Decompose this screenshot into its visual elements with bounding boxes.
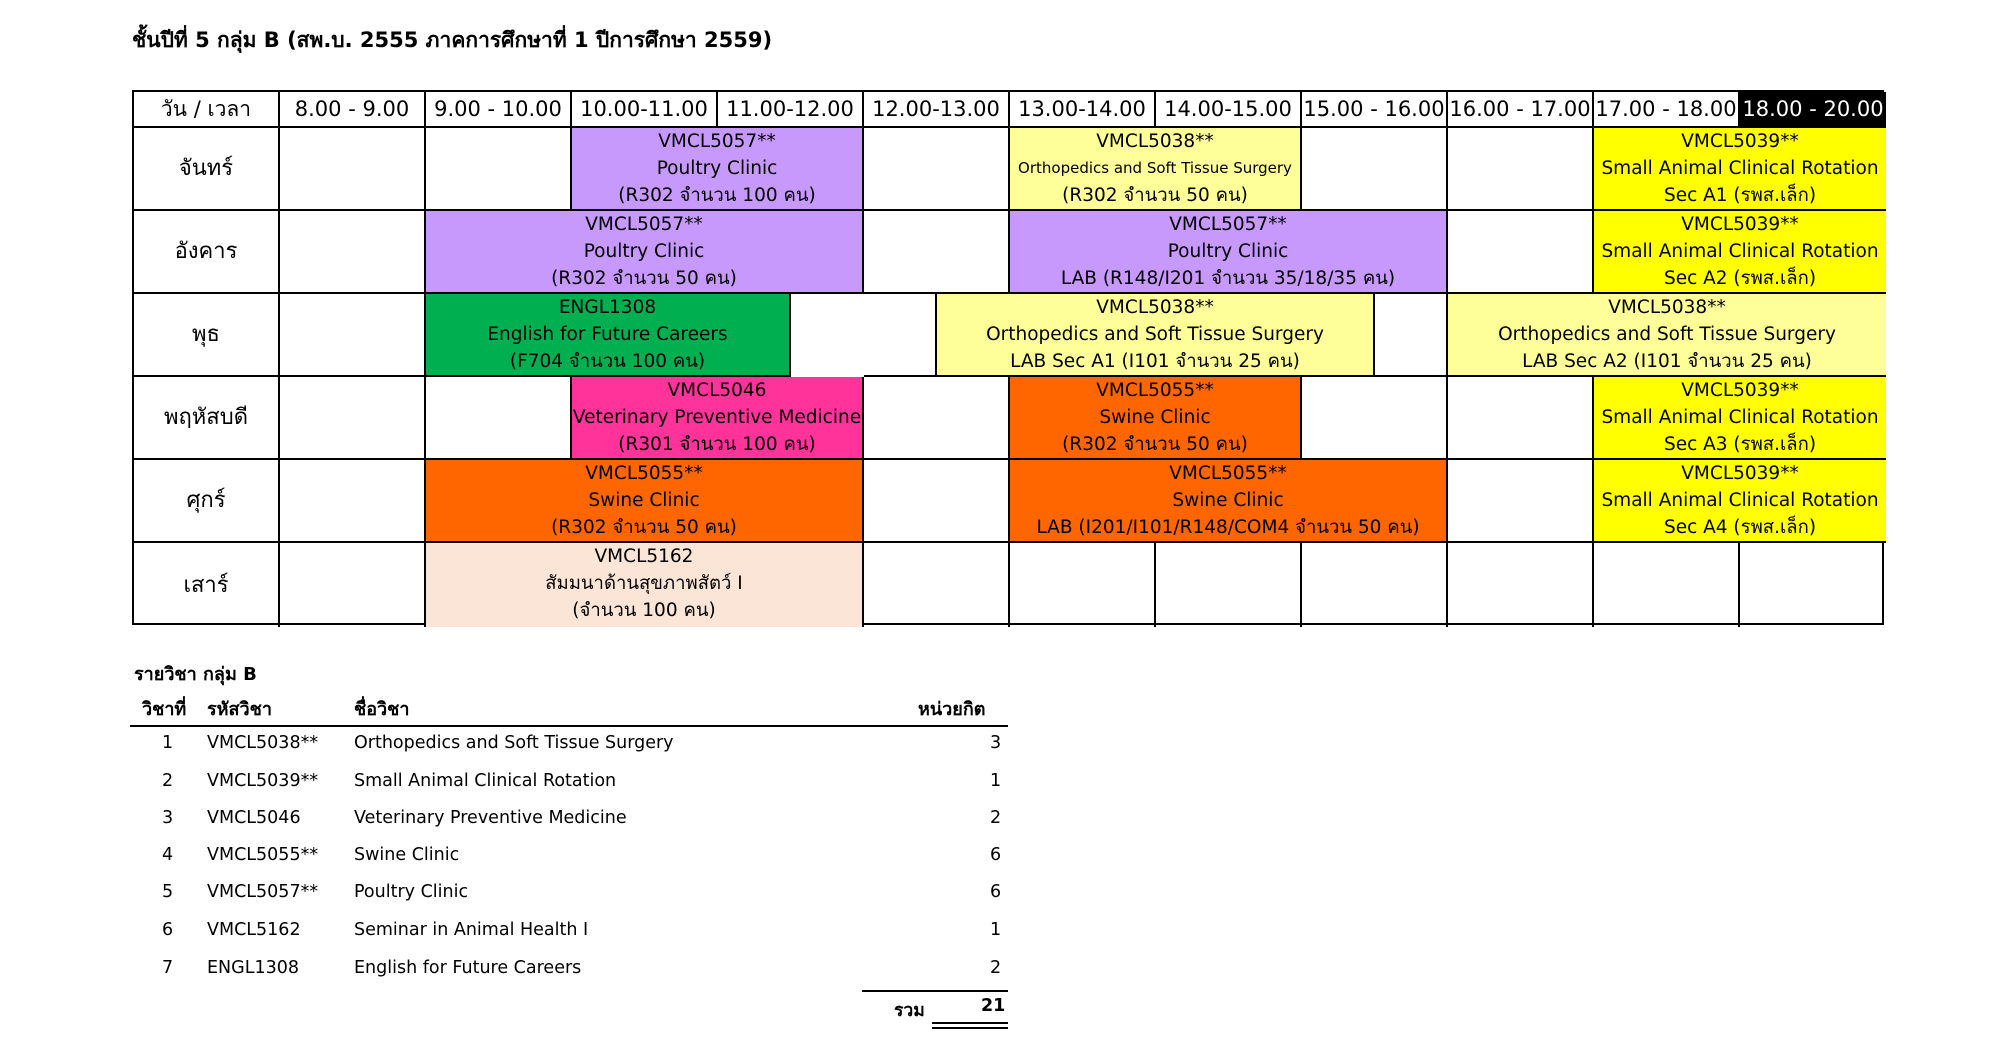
course-room: (R302 จำนวน 100 คน) (618, 185, 816, 206)
header-time: 16.00 - 17.00 (1448, 92, 1594, 128)
course-block (937, 294, 1375, 377)
course-code: VMCL5057** (658, 131, 776, 152)
col-header-credits: หน่วยกิต (918, 699, 986, 720)
course-room: (F704 จำนวน 100 คน) (509, 351, 706, 372)
course-name: Poultry Clinic (656, 158, 778, 179)
row-code: VMCL5057** (207, 882, 319, 902)
row-credits: 3 (990, 733, 1002, 753)
row-number: 1 (162, 733, 174, 753)
header-time-evening: 18.00 - 20.00 (1740, 92, 1886, 128)
course-name: Small Animal Clinical Rotation (1601, 407, 1879, 428)
course-room: (R302 จำนวน 50 คน) (551, 268, 737, 289)
row-credits: 1 (990, 771, 1002, 791)
course-code: VMCL5057** (1169, 214, 1287, 235)
empty-slot (280, 294, 426, 377)
row-code: VMCL5046 (207, 808, 301, 828)
course-name: Small Animal Clinical Rotation (1601, 241, 1879, 262)
row-credits: 6 (990, 882, 1002, 902)
row-number: 3 (162, 808, 174, 828)
row-name: English for Future Careers (354, 958, 582, 978)
course-code: VMCL5055** (1169, 463, 1287, 484)
empty-slot (1448, 377, 1594, 460)
col-header-no: วิชาที่ (142, 699, 187, 720)
row-code: VMCL5162 (207, 920, 301, 940)
row-name: Small Animal Clinical Rotation (354, 771, 617, 791)
course-room: Sec A3 (รพส.เล็ก) (1663, 434, 1817, 455)
row-name: Seminar in Animal Health I (354, 920, 589, 940)
course-name: สัมมนาด้านสุขภาพสัตว์ I (545, 573, 743, 594)
header-time: 14.00-15.00 (1156, 92, 1302, 128)
course-code: VMCL5039** (1681, 463, 1799, 484)
course-name: Swine Clinic (1172, 490, 1284, 511)
total-value: 21 (981, 996, 1006, 1016)
row-credits: 2 (990, 958, 1002, 978)
course-name: Orthopedics and Soft Tissue Surgery (986, 324, 1324, 345)
header-time: 15.00 - 16.00 (1302, 92, 1448, 128)
course-room: (R302 จำนวน 50 คน) (551, 517, 737, 538)
total-double-underline (932, 1027, 1008, 1029)
header-time: 17.00 - 18.00 (1594, 92, 1740, 128)
empty-slot (1448, 211, 1594, 294)
course-block (426, 211, 864, 294)
empty-slot (1448, 128, 1594, 211)
course-room: Sec A2 (รพส.เล็ก) (1663, 268, 1817, 289)
course-code: VMCL5039** (1681, 131, 1799, 152)
course-room: (R301 จำนวน 100 คน) (618, 434, 816, 455)
empty-slot (1448, 460, 1594, 543)
empty-slot (280, 211, 426, 294)
course-block (1010, 460, 1448, 543)
empty-slot (1375, 294, 1448, 377)
total-double-underline (932, 1022, 1008, 1024)
day-label: พฤหัสบดี (134, 377, 280, 460)
empty-slot (1448, 543, 1594, 627)
row-credits: 2 (990, 808, 1002, 828)
empty-slot (1302, 128, 1448, 211)
row-name: Poultry Clinic (354, 882, 469, 902)
course-code: VMCL5038** (1096, 297, 1214, 318)
course-name: Small Animal Clinical Rotation (1601, 490, 1879, 511)
day-label: จันทร์ (134, 128, 280, 211)
row-credits: 1 (990, 920, 1002, 940)
empty-slot (280, 543, 426, 627)
empty-slot (864, 377, 1010, 460)
header-time: 13.00-14.00 (1010, 92, 1156, 128)
col-header-name: ชื่อวิชา (354, 699, 410, 720)
course-room: (จำนวน 100 คน) (572, 600, 716, 621)
empty-slot (1302, 543, 1448, 627)
course-block (1594, 460, 1886, 543)
empty-slot (864, 543, 1010, 627)
row-credits: 6 (990, 845, 1002, 865)
empty-slot (280, 128, 426, 211)
course-code: VMCL5057** (585, 214, 703, 235)
course-room: LAB Sec A2 (I101 จำนวน 25 คน) (1522, 351, 1812, 372)
day-label: เสาร์ (134, 543, 280, 627)
header-time: 8.00 - 9.00 (280, 92, 426, 128)
course-block (1594, 128, 1886, 211)
empty-slot (864, 460, 1010, 543)
empty-slot (1156, 543, 1302, 627)
empty-slot (1302, 377, 1448, 460)
total-divider (862, 990, 1008, 992)
row-name: Veterinary Preventive Medicine (354, 808, 627, 828)
course-block (426, 543, 864, 627)
course-block (1010, 377, 1302, 460)
course-name: English for Future Careers (487, 324, 728, 345)
course-code: ENGL1308 (558, 297, 657, 318)
empty-slot (1594, 543, 1740, 627)
header-corner: วัน / เวลา (134, 92, 280, 128)
header-divider (130, 725, 1008, 727)
course-block (1594, 211, 1886, 294)
course-room: (R302 จำนวน 50 คน) (1062, 185, 1248, 206)
row-number: 7 (162, 958, 174, 978)
course-list-title: รายวิชา กลุ่ม B (134, 664, 257, 685)
course-room: LAB (R148/I201 จำนวน 35/18/35 คน) (1060, 268, 1396, 289)
course-code: VMCL5055** (585, 463, 703, 484)
course-block (1010, 128, 1302, 211)
course-block (426, 460, 864, 543)
empty-slot (864, 128, 1010, 211)
empty-slot (426, 377, 572, 460)
course-block (572, 128, 864, 211)
course-name: Orthopedics and Soft Tissue Surgery (1018, 159, 1292, 177)
course-name: Swine Clinic (1099, 407, 1211, 428)
row-number: 6 (162, 920, 174, 940)
course-room: LAB Sec A1 (I101 จำนวน 25 คน) (1010, 351, 1300, 372)
empty-slot (280, 377, 426, 460)
day-label: อังคาร (134, 211, 280, 294)
course-code: VMCL5038** (1608, 297, 1726, 318)
day-label: ศุกร์ (134, 460, 280, 543)
row-code: VMCL5038** (207, 733, 319, 753)
course-block (1594, 377, 1886, 460)
timetable-grid (132, 90, 1884, 625)
course-name: Poultry Clinic (583, 241, 705, 262)
row-code: ENGL1308 (207, 958, 299, 978)
course-block (1448, 294, 1886, 377)
header-time: 9.00 - 10.00 (426, 92, 572, 128)
course-block (572, 377, 864, 460)
course-code: VMCL5039** (1681, 214, 1799, 235)
header-time: 12.00-13.00 (864, 92, 1010, 128)
row-name: Swine Clinic (354, 845, 460, 865)
course-room: (R302 จำนวน 50 คน) (1062, 434, 1248, 455)
course-code: VMCL5046 (667, 380, 767, 401)
empty-slot (1010, 543, 1156, 627)
course-name: Swine Clinic (588, 490, 700, 511)
course-name: Poultry Clinic (1167, 241, 1289, 262)
row-code: VMCL5055** (207, 845, 319, 865)
empty-slot (426, 128, 572, 211)
row-number: 4 (162, 845, 174, 865)
course-code: VMCL5055** (1096, 380, 1214, 401)
course-name: Orthopedics and Soft Tissue Surgery (1498, 324, 1836, 345)
header-time: 10.00-11.00 (572, 92, 718, 128)
course-block (426, 294, 791, 377)
course-room: Sec A1 (รพส.เล็ก) (1663, 185, 1817, 206)
row-name: Orthopedics and Soft Tissue Surgery (354, 733, 674, 753)
row-number: 2 (162, 771, 174, 791)
header-time: 11.00-12.00 (718, 92, 864, 128)
course-room: LAB (I201/I101/R148/COM4 จำนวน 50 คน) (1036, 517, 1420, 538)
course-room: Sec A4 (รพส.เล็ก) (1663, 517, 1817, 538)
empty-slot (864, 294, 937, 377)
page-title: ชั้นปีที่ 5 กลุ่ม B (สพ.บ. 2555 ภาคการศึกษาที่ 1 ปีการศึกษา 2559) (132, 28, 773, 52)
course-name: Small Animal Clinical Rotation (1601, 158, 1879, 179)
empty-slot (864, 211, 1010, 294)
course-code: VMCL5039** (1681, 380, 1799, 401)
course-code: VMCL5038** (1096, 131, 1214, 152)
row-code: VMCL5039** (207, 771, 319, 791)
row-number: 5 (162, 882, 174, 902)
empty-slot (1740, 543, 1886, 627)
day-label: พุธ (134, 294, 280, 377)
course-block (1010, 211, 1448, 294)
course-name: Veterinary Preventive Medicine (572, 407, 862, 428)
col-header-code: รหัสวิชา (207, 699, 272, 720)
empty-slot (280, 460, 426, 543)
course-code: VMCL5162 (594, 546, 694, 567)
total-label: รวม (894, 1001, 925, 1021)
